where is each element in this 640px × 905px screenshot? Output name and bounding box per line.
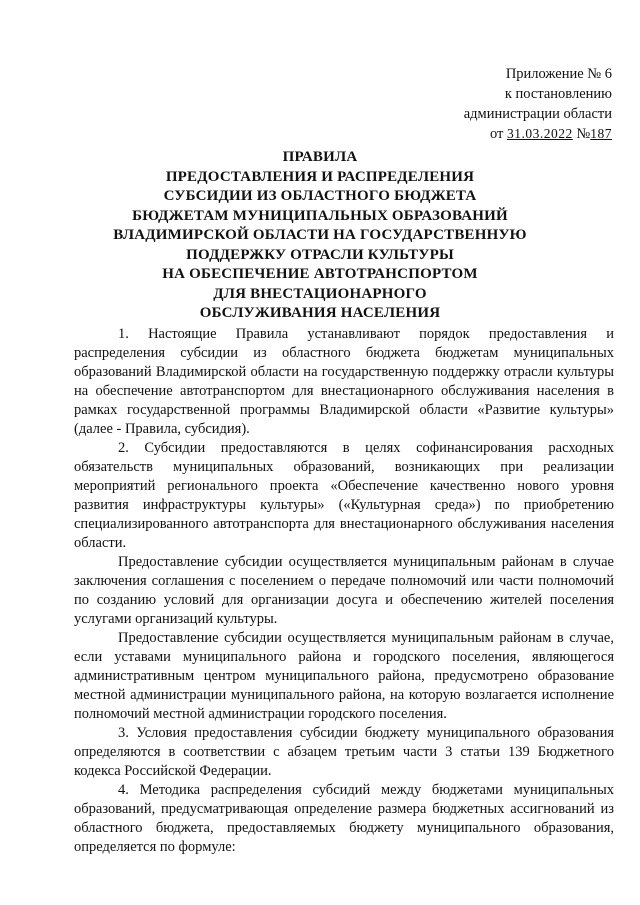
decree-number: 187 xyxy=(590,126,612,141)
paragraph-2: 2. Субсидии предоставляются в целях софинансирования расходных обязательств муниципальных образований, возникающих при реализации мероприятий регионального проекта «Обеспечение качественно нового уровня развития инфраструктуры культуры» («Культурная среда») по приобретению специализированного автотранспорта для внестационарного обслуживания населения области. xyxy=(74,440,614,551)
paragraph-4: 4. Методика распределения субсидий между бюджетами муниципальных образований, предусматривающая определение размера бюджетных ассигнований из областного бюджета, предоставляемых бюджету муниципального образования, определяется по формуле: xyxy=(74,782,614,855)
title-line: ОБСЛУЖИВАНИЯ НАСЕЛЕНИЯ xyxy=(199,305,441,321)
paragraph-3: 3. Условия предоставления субсидии бюджету муниципального образования определяются в соответствии с абзацем третьим части 3 статьи 139 Бюджетного кодекса Российской Федерации. xyxy=(74,725,614,779)
appendix-line-3: администрации области xyxy=(463,106,612,122)
paragraph-2-subsidy-charters: Предоставление субсидии осуществляется муниципальным районам в случае, если уставами муниципального района и городского поселения, являющегося административным центром муниципального района, предусмотрено образование местной администрации муниципального района, на которую возлагается исполнение полномочий местной администрации городского поселения. xyxy=(74,630,614,722)
title-line: ВЛАДИМИРСКОЙ ОБЛАСТИ НА ГОСУДАРСТВЕННУЮ xyxy=(113,227,527,243)
title-line: ПРЕДОСТАВЛЕНИЯ И РАСПРЕДЕЛЕНИЯ xyxy=(165,168,475,185)
title-line: ПОДДЕРЖКУ ОТРАСЛИ КУЛЬТУРЫ xyxy=(186,246,454,263)
title-line: СУБСИДИИ ИЗ ОБЛАСТНОГО БЮДЖЕТА xyxy=(163,188,477,204)
appendix-header xyxy=(464,64,612,144)
paragraph-1: 1. Настоящие Правила устанавливают порядок предоставления и распределения субсидии из областного бюджета бюджетам муниципальных образований Владимирской области на государственную поддержку отрасли культуры на обеспечение автотранспортом для внестационарного обслуживания населения в рамках государственной программы Владимирской области «Развитие культуры» (далее - Правила, субсидия). xyxy=(74,326,614,437)
title-line: ДЛЯ ВНЕСТАЦИОНАРНОГО xyxy=(213,285,427,302)
appendix-date-line xyxy=(464,124,612,144)
date-prefix: от xyxy=(490,126,504,142)
appendix-line-1: Приложение № 6 xyxy=(505,66,612,82)
paragraph-2-subsidy-districts: Предоставление субсидии осуществляется муниципальным районам в случае заключения соглашения с поселением о передаче полномочий или части полномочий по созданию условий для организации досуга и обеспечению жителей поселения услугами организаций культуры. xyxy=(74,554,614,627)
decree-date: 31.03.2022 xyxy=(507,126,573,141)
document-body xyxy=(74,325,614,857)
number-prefix: № xyxy=(576,126,591,142)
appendix-line-2: к постановлению xyxy=(504,86,612,102)
title-line: ПРАВИЛА xyxy=(282,149,358,165)
title-line: НА ОБЕСПЕЧЕНИЕ АВТОТРАНСПОРТОМ xyxy=(162,266,478,282)
document-title xyxy=(60,148,580,324)
title-line: БЮДЖЕТАМ МУНИЦИПАЛЬНЫХ ОБРАЗОВАНИЙ xyxy=(132,207,508,224)
